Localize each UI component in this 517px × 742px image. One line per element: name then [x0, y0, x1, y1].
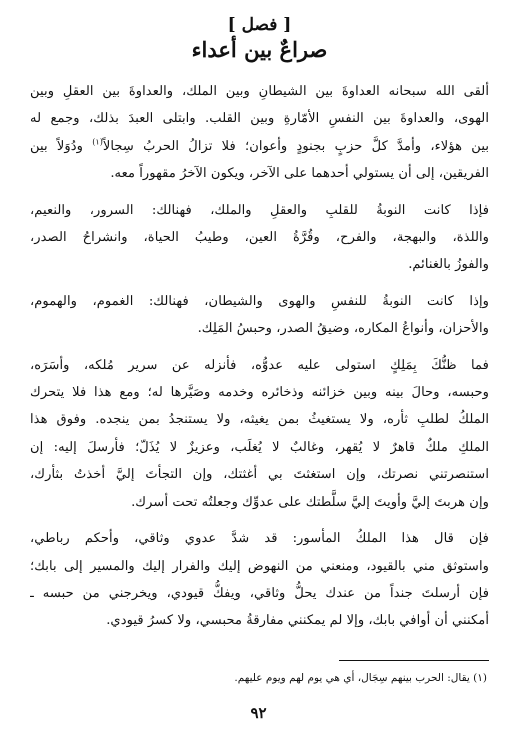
- paragraph-line-tail: ودُوَلاً بين: [30, 138, 84, 154]
- paragraph-line: فما ظنُّكَ بِمَلِكٍ استولى عليه عدوُّه، فأنزله عن سرير مُلكه، وأسَرَه،: [30, 357, 489, 373]
- paragraph-line: الهوى، والعداوةَ بين النفسِ الأمّارةِ وبين القلب. وابتلى العبدَ بذلك، وجمع له: [30, 111, 489, 127]
- paragraph-line: وإذا كانت النوبةُ للنفسِ والهوى والشيطان، فهنالك: الغموم، والهموم،: [30, 293, 489, 309]
- paragraph-line: الفريقين، إلى أن يستولي أحدهما على الآخر، ويكون الآخرُ مقهوراً معه.: [110, 166, 489, 182]
- paragraph-1: [30, 78, 489, 188]
- section-label: [ فصل ]: [227, 15, 292, 35]
- paragraph-line: الملكِ ملكٌ قاهرٌ لا يُقهر، وغالبٌ لا يُغلَب، وعزيزٌ لا يُذَلّ؛ فأرسلَ إليه: إن: [30, 439, 489, 455]
- paragraph-line-text: بين هؤلاء، وأمدَّ كلَّ حزبٍ بجنودٍ وأعوان؛ فلا تزالُ الحربُ سِجالاً: [102, 138, 489, 154]
- paragraph-line: الملكُ لطلبِ ثأره، ولا يستغيثُ بمن يغيثه، ولا يستنجدُ بمن ينجده. وفوق هذا: [30, 412, 489, 428]
- paragraph-line: واللذة، والبهجة، والفرح، وقُرَّةُ العين، وطيبُ الحياة، وانشراحُ الصدر،: [30, 230, 489, 246]
- paragraph-4: [30, 352, 489, 516]
- paragraph-line: والفوزُ بالغنائم.: [408, 257, 489, 273]
- paragraph-line: واستوثق مني بالقيود، ومنعني من النهوض إليك والفرار إليك والمسير إلى بابك؛: [30, 558, 489, 574]
- paragraph-5: [30, 525, 489, 635]
- paragraph-line: استنصرتني نصرتك، وإن استغثتَ بي أغثتك، وإن التجأتَ إليَّ أخذتُ بثأرك،: [30, 467, 489, 483]
- paragraph-line: فإن أرسلتَ جنداً من عندك يحلُّ وثاقي، ويفكُّ قيودي، ويخرجني من حبسه ـ: [30, 585, 489, 601]
- paragraph-line: والأحزان، وأنواعُ المكاره، وضيقُ الصدر، وحبسُ المَلِك.: [197, 321, 489, 337]
- paragraph-line: فإذا كانت النوبةُ للقلبِ والعقلِ والملك، فهنالك: السرور، والنعيم،: [30, 202, 489, 218]
- footnote-reference[interactable]: (١): [92, 137, 103, 147]
- footnote: (١) يقال: الحرب بينهم سِجَال، أي هي يوم لهم ويوم عليهم.: [234, 672, 487, 684]
- paragraph-line: وإن هربتَ إليَّ وأويتَ إليَّ سلَّطتك على عدوِّك وجعلتُه تحت أسرك.: [131, 494, 489, 510]
- footnote-divider: [339, 660, 489, 661]
- paragraph-line: فإن قال هذا الملكُ المأسور: قد شدَّ عدوي وثاقي، وأحكم رباطي،: [30, 531, 489, 547]
- paragraph-line: ألقى الله سبحانه العداوةَ بين الشيطانِ وبين الملك، والعداوةَ بين العقلِ وبين: [30, 84, 489, 99]
- paragraph-line: وحبسه، وحالَ بينه وبين خزائنه وذخائره وخدمه وصَيَّرها له؛ ومع هذا فلا يتحرك: [30, 385, 489, 401]
- page-number: ٩٢: [250, 704, 267, 722]
- paragraph-line: أمكنني أن أوافي بابك، وإلا لم يمكنني مفارقةُ محبسي، ولا كسرُ قيودي.: [106, 613, 489, 629]
- paragraph-line: [30, 133, 489, 160]
- chapter-heading: صراعٌ بين أعداء: [191, 37, 328, 62]
- paragraph-2: [30, 197, 489, 279]
- paragraph-3: [30, 288, 489, 343]
